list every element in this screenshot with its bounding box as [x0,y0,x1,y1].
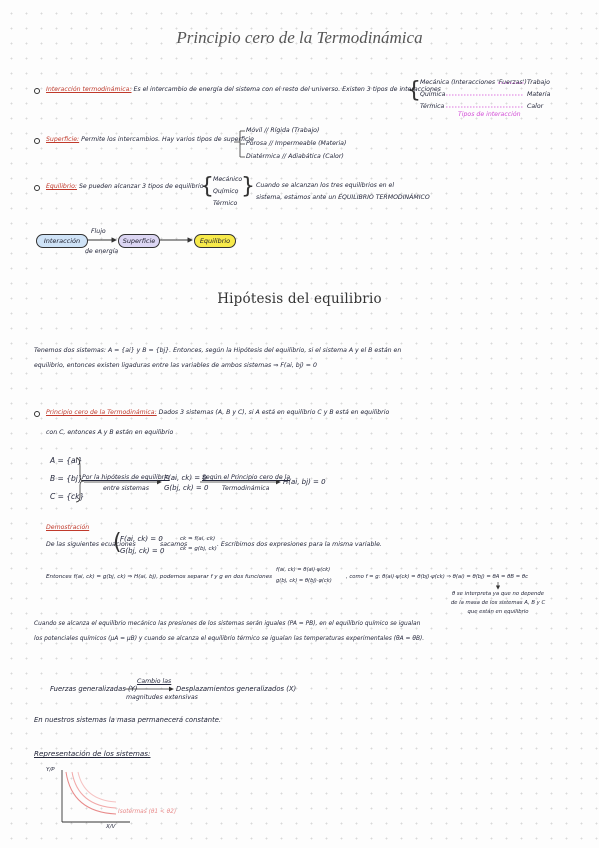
systems-brace [76,458,84,502]
surface-term: Superficie: [46,136,80,143]
demo-line1-start: De las siguientes ecuaciones [46,541,136,548]
zero-law-text: Dados 3 sistemas (A, B y C), si A está en equilibrio C y B está en equilibrio [158,409,390,416]
interaction-types-note: Tipos de interacción [458,111,521,118]
equilibrium-note-brace: } [241,174,255,199]
equation-h: H(ai, bj) = 0 [283,478,326,486]
arrow2-top-label: Según el Principio cero de la [202,474,291,481]
surface-type-porous: Porosa // Impermeable (Materia) [246,140,347,147]
interaction-type-mechanical: Mecánica (Interacciones 'Fuerzas') [420,79,527,86]
conclusion-line1: Cuando se alcanza el equilibrio mecánico las presiones de los sistemas serán iguales (PA = PB), en el equilibrio químico se igualan [34,621,421,627]
interaction-term: Interacción termodinámica: [46,86,132,93]
demo-label: Demostración [46,524,90,531]
equilibrium-pill: Equilibrio [194,234,236,248]
interaction-brace: { [407,78,421,103]
surface-text: Permite los intercambios. Hay varios tipos de superficie [81,136,254,143]
flow-arrow-bottom-label: de energía [85,248,119,255]
forces-left: Fuerzas generalizadas (Y) [50,685,138,693]
flow-arrow-top-label: Flujo [91,228,106,235]
demo-solution-2: ck = g(bj, ck) [180,546,217,552]
equation-g: G(bj, ck) = 0 [164,484,209,492]
arrow1-bottom-label: entre sistemas [103,485,149,492]
isotherm-curve-2 [72,772,116,808]
result-heat: Calor [527,103,544,110]
demo-split-f: f(ai, ck) = θ(ai)·ψ(ck) [276,567,331,573]
interaction-type-chemical: Química [420,91,446,98]
system-b: B = {bj} [50,474,83,483]
demo-note-1: θ se interpreta ya que no depende [451,591,545,597]
isotherms-label: Isotermas (θ1 < θ2) [118,809,177,815]
zero-law-term: Principio cero de la Termodinámica: [46,409,157,416]
equilibrium-type-chemical: Químico [213,188,239,195]
equation-f: F(ai, ck) = 0 [164,474,207,482]
forces-right: Desplazamientos generalizados (X) [176,685,297,693]
equilibrium-brace: { [200,174,214,199]
demo-note-2: de la masa de los sistemas A, B y C [450,600,546,606]
demo-line1-mid: sacamos [160,541,188,548]
isotherm-curve-3 [78,772,116,802]
surface-type-mobile: Móvil // Rígida (Trabajo) [246,127,320,134]
forces-arrow-bottom: magnitudes extensivas [126,694,198,701]
x-axis-label: X/V [106,824,116,830]
representation-label: Representación de los sistemas: [34,749,151,758]
result-matter: Materia [527,91,551,98]
demo-line2-start: Entonces f(ai, ck) = g(bj, ck) ⇒ H(ai, bj), podemos separar f y g en dos funciones [46,574,273,580]
equilibrium-type-mechanical: Mecánico [213,176,243,183]
demo-system-g: G(bj, ck) = 0 [120,547,165,555]
demo-system-f: F(ai, ck) = 0 [120,535,163,543]
zero-law-line2: con C, entonces A y B están en equilibrio [46,429,174,436]
surface-pill: Superficie [118,234,160,248]
section-title-hypothesis: Hipótesis del equilibrio [217,291,382,307]
system-c: C = {ck} [50,492,85,501]
interaction-type-thermal: Térmica [420,103,445,110]
constant-mass-note: En nuestros sistemas la masa permanecerá constante. [34,716,222,724]
demo-brace: ( [113,530,122,555]
result-work: Trabajo [527,79,550,86]
forces-arrow-top: Cambio las [137,678,172,685]
demo-note-3: que están en equilibrio [467,609,529,615]
equilibrium-term: Equilibrio: [46,183,77,190]
page-title: Principio cero de la Termodinámica [176,28,423,47]
demo-line2-end: , como f = g: θ(ai)·ψ(ck) = θ(bj)·ψ(ck) ⇒ θ(ai) = θ(bj) = θA = θB = θc [346,574,529,580]
equilibrium-text: Se pueden alcanzar 3 tipos de equilibrio [78,183,204,190]
demo-solution-1: ck = f(ai, ck) [180,536,216,542]
conclusion-line2: los potenciales químicos (μA = μB) y cuando se alcanza el equilibrio térmico se igualan las temperaturas experimentales (θA = θB). [34,636,425,642]
y-axis-label: Y/P [46,767,55,773]
interaction-text: Es el intercambio de energía del sistema con el resto del universo. Existen 3 tipos de interacciones [133,86,441,93]
surface-branch-lines [234,131,245,157]
equilibrium-note-line1: Cuando se alcanzan los tres equilibrios en el [256,182,395,189]
surface-type-diathermic: Diatérmica // Adiabática (Calor) [246,153,344,160]
arrow2-bottom-label: Termodinámica [222,485,270,492]
system-a: A = {ai} [50,456,83,465]
demo-line1-end: . Escribimos dos expresiones para la misma variable. [217,541,382,548]
arrow1-top-label: Por la hipótesis de equilibrio [82,474,170,481]
demo-split-g: g(bj, ck) = θ(bj)·ψ(ck) [276,578,332,584]
interaction-pill: Interacción [36,234,88,248]
hypothesis-line1: Tenemos dos sistemas: A = {ai} y B = {bj}. Entonces, según la Hipótesis del equilibrio, si el sistema A y el B están en [34,347,402,354]
hypothesis-line2: equilibrio, entonces existen ligaduras entre las variables de ambos sistemas ⇒ F(ai, bj) = 0 [34,362,317,369]
equilibrium-note-line2: sistema, estamos ante un EQUILIBRIO TERMODINÁMICO [256,194,430,201]
equilibrium-type-thermal: Térmico [213,200,238,207]
